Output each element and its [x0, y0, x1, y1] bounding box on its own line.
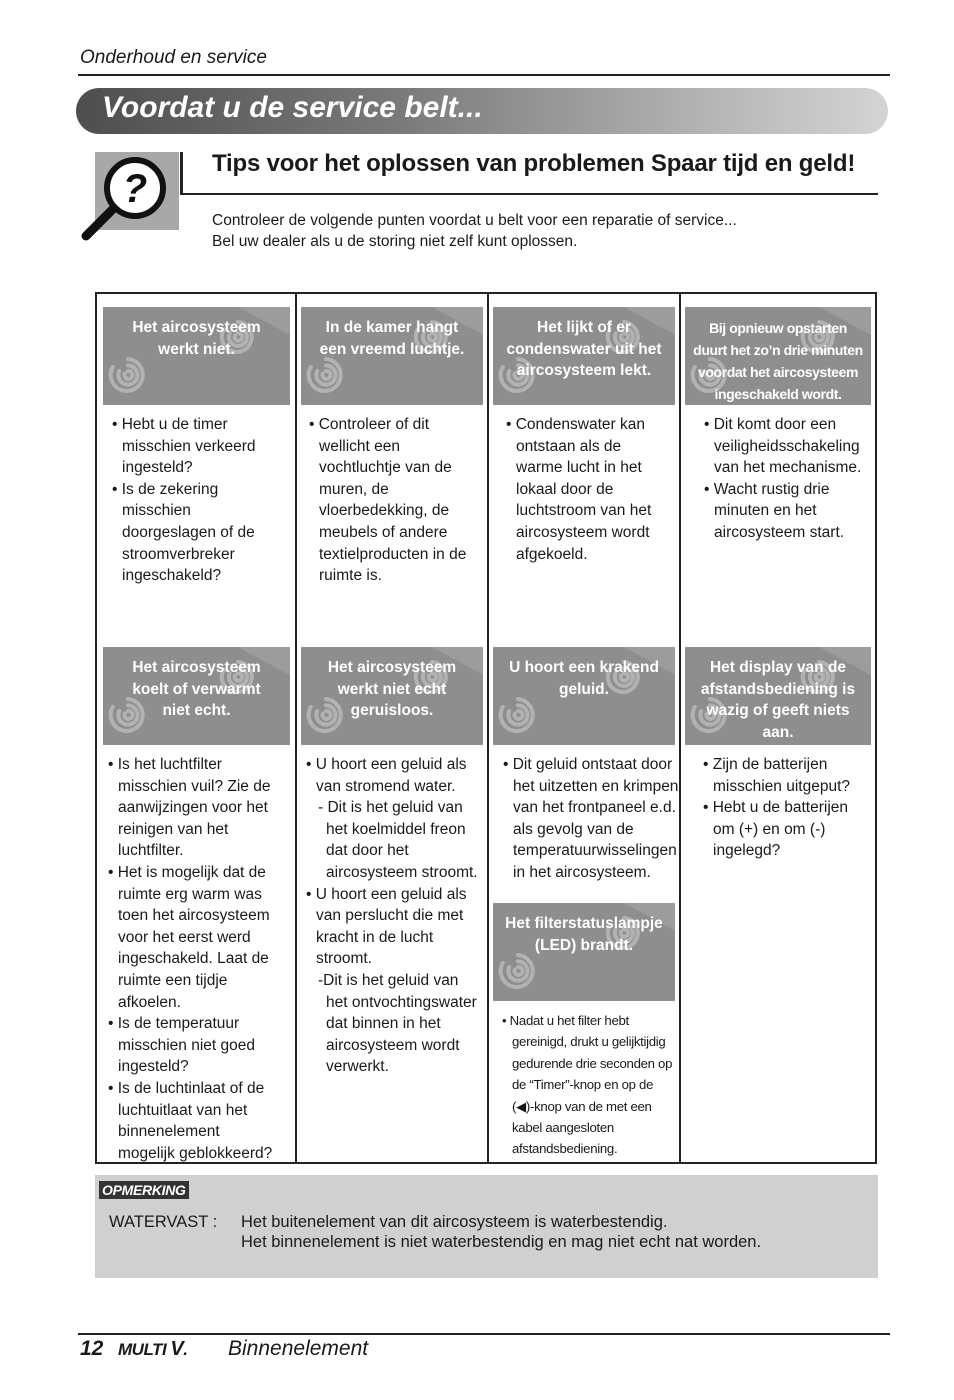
dash-item: [306, 970, 486, 1078]
text-line: luchtstroom van het: [516, 502, 652, 520]
bullet-item: [506, 414, 678, 565]
heading-line: Het aircosysteem: [132, 319, 261, 336]
page-number: 12: [80, 1337, 104, 1360]
text-line: gereinigd, drukt u gelijktijdig: [512, 1034, 666, 1050]
cell-heading-text: [103, 657, 290, 722]
heading-line: condenswater uit het: [506, 340, 662, 358]
text-line: ruimte is.: [319, 567, 382, 585]
text-line: ruimte een tijdje: [118, 971, 228, 989]
note-box: [95, 1175, 878, 1278]
swirl-decoration-icon: [108, 355, 148, 395]
heading-line: aan.: [762, 723, 794, 741]
text-line: mogelijk geblokkeerd?: [118, 1144, 273, 1162]
text-line: ontstaan als de: [516, 437, 622, 455]
text-line: kabel aangesloten: [512, 1120, 614, 1136]
text-line: • Dit geluid ontstaat door: [503, 756, 673, 773]
text-line: ingesteld?: [122, 459, 193, 477]
cell-heading: [301, 307, 483, 405]
bullet-item: [503, 754, 681, 884]
text-line: doorgeslagen of de: [122, 523, 255, 541]
text-line: • U hoort een geluid als: [306, 756, 467, 773]
text-line: binnenelement: [118, 1123, 220, 1141]
text-line: aircosysteem wordt: [326, 1036, 460, 1054]
footer-label: Binnenelement: [228, 1337, 369, 1360]
heading-line: duurt het zo’n drie minuten: [693, 342, 863, 358]
note-line: Het buitenelement van dit aircosysteem is waterbestendig.: [241, 1213, 668, 1231]
text-line: luchtfilter.: [118, 842, 184, 860]
bullet-item: [112, 414, 290, 479]
cell-body: [506, 414, 678, 565]
text-line: dat door het: [326, 842, 409, 860]
bullet-item: [309, 414, 485, 587]
heading-line: wazig of geeft niets: [706, 702, 850, 719]
text-line: veiligheidsschakeling: [714, 437, 860, 455]
text-line: kracht in de lucht: [316, 928, 434, 946]
column-divider: [487, 292, 489, 1164]
heading-line: een vreemd luchtje.: [319, 340, 465, 358]
text-line: ingeschakeld. Laat de: [118, 950, 269, 968]
text-line: het ontvochtingswater: [326, 993, 477, 1011]
bullet-item: [703, 754, 875, 797]
text-line: misschien uitgeput?: [713, 777, 850, 795]
text-line: het uitzetten en krimpen: [513, 777, 679, 795]
text-line: • Wacht rustig drie: [704, 480, 830, 498]
text-line: reinigen van het: [118, 820, 229, 838]
title-banner: [76, 88, 888, 134]
heading-line: In de kamer hangt: [325, 319, 459, 336]
page-title: Voordat u de service belt...: [102, 91, 483, 124]
text-line: • Is het luchtfilter: [108, 756, 222, 773]
multi-v-logo: MULTI V.: [118, 1338, 188, 1360]
text-line: - Dit is het geluid van: [318, 799, 463, 817]
heading-line: Het aircosysteem: [327, 659, 457, 676]
text-line: minuten en het: [714, 502, 817, 520]
cell-body: [703, 754, 875, 862]
bullet-item: [108, 862, 292, 1013]
cell-heading-text: [493, 913, 675, 956]
note-line: Het binnenelement is niet waterbestendig en mag niet echt nat worden.: [241, 1233, 762, 1251]
bullet-item: [502, 1010, 680, 1160]
text-line: • Hebt u de timer: [112, 416, 228, 433]
heading-line: geruisloos.: [350, 702, 434, 719]
bottom-rule: [78, 1333, 890, 1335]
cell-body: [108, 754, 292, 1164]
text-line: de “Timer”-knop en op de: [512, 1077, 654, 1093]
heading-line: Het filterstatuslampje: [505, 915, 663, 932]
cell-heading-text: [493, 317, 675, 382]
bullet-item: [112, 479, 290, 587]
text-line: misschien: [122, 502, 191, 520]
note-key: WATERVAST :: [109, 1213, 218, 1231]
text-line: wellicht een: [319, 437, 400, 455]
cell-heading: [493, 307, 675, 405]
cell-heading-text: [301, 317, 483, 360]
text-line: misschien niet goed: [118, 1036, 255, 1054]
text-line: misschien verkeerd: [122, 437, 256, 455]
text-line: stroomt.: [316, 950, 372, 968]
top-rule: [78, 74, 890, 76]
cell-heading-text: [493, 657, 675, 700]
text-line: het koelmiddel freon: [326, 820, 466, 838]
text-line: aircosysteem wordt: [516, 523, 650, 541]
cell-heading: [493, 903, 675, 1001]
text-line: ingelegd?: [713, 842, 781, 860]
bullet-item: [703, 797, 875, 862]
text-line: textielproducten in de: [319, 545, 467, 563]
heading-line: werkt niet.: [158, 340, 235, 358]
note-tag: OPMERKING: [99, 1181, 189, 1199]
intro-line: Bel uw dealer als u de storing niet zelf kunt oplossen.: [212, 233, 578, 250]
bullet-item: [306, 884, 486, 970]
text-line: • U hoort een geluid als: [306, 885, 467, 903]
heading-line: geluid.: [559, 680, 609, 698]
heading-line: werkt niet echt: [337, 680, 447, 698]
bullet-item: [108, 1078, 292, 1164]
text-line: stroomverbreker: [122, 545, 235, 563]
cell-heading-text: [685, 317, 871, 405]
text-line: afstandsbediening.: [512, 1141, 618, 1157]
subtitle-vertical-rule: [180, 152, 183, 194]
heading-line: afstandsbediening is: [700, 680, 856, 698]
text-line: • Hebt u de batterijen: [703, 799, 849, 817]
text-line: afkoelen.: [118, 993, 181, 1011]
text-line: om (+) en om (-): [713, 820, 826, 838]
heading-line: (LED) brandt.: [534, 936, 634, 954]
text-line: dat binnen in het: [326, 1015, 441, 1033]
text-line: vloerbedekking, de: [319, 502, 450, 520]
text-line: • Condenswater kan: [506, 416, 645, 433]
text-line: -Dit is het geluid van: [318, 971, 459, 989]
cell-body: [309, 414, 485, 587]
text-line: in het aircosysteem.: [513, 863, 651, 881]
text-line: vochtluchtje van de: [319, 459, 452, 477]
bullet-item: [306, 754, 486, 797]
text-line: aircosysteem stroomt.: [326, 863, 478, 881]
text-line: toen het aircosysteem: [118, 907, 270, 925]
cell-body: [112, 414, 290, 587]
intro-line: Controleer de volgende punten voordat u belt voor een reparatie of service...: [212, 212, 737, 229]
dash-item: [306, 797, 486, 883]
heading-line: Het display van de: [709, 659, 847, 676]
heading-line: aircosysteem lekt.: [516, 362, 652, 379]
text-line: misschien vuil? Zie de: [118, 777, 271, 795]
cell-body: [502, 1010, 680, 1160]
text-line: • Is de luchtinlaat of de: [108, 1079, 265, 1097]
heading-line: U hoort een krakend: [509, 659, 659, 676]
text-line: afgekoeld.: [516, 545, 588, 563]
bullet-item: [108, 754, 292, 862]
text-line: temperatuurwisselingen: [513, 842, 677, 860]
heading-line: koelt of verwarmt: [132, 680, 261, 698]
tips-intro: [212, 210, 737, 252]
svg-text:?: ?: [122, 167, 148, 211]
heading-line: Het aircosysteem: [132, 659, 261, 676]
text-line: voor het eerst werd: [118, 928, 251, 946]
heading-line: ingeschakeld wordt.: [714, 386, 842, 402]
text-line: ruimte erg warm was: [118, 885, 262, 903]
heading-line: Het lijkt of er: [537, 319, 631, 336]
text-line: • Nadat u het filter hebt: [502, 1013, 629, 1028]
text-line: muren, de: [319, 480, 389, 498]
swirl-decoration-icon: [498, 695, 538, 735]
bullet-item: [704, 414, 876, 479]
subtitle-rule: [180, 193, 878, 195]
text-line: gedurende drie seconden op: [512, 1055, 673, 1071]
text-line: aircosysteem start.: [714, 523, 845, 541]
text-line: van stromend water.: [316, 777, 456, 795]
section-label: Onderhoud en service: [80, 47, 267, 68]
tips-title: Tips voor het oplossen van problemen Spaar tijd en geld!: [212, 150, 856, 177]
text-line: • Zijn de batterijen: [703, 756, 828, 773]
cell-body: [704, 414, 876, 544]
text-line: van het mechanisme.: [714, 459, 862, 477]
cell-heading: [103, 307, 290, 405]
text-line: lokaal door de: [516, 480, 614, 498]
column-divider: [295, 292, 297, 1164]
text-line: luchtuitlaat van het: [118, 1101, 248, 1119]
cell-heading: [103, 647, 290, 745]
bullet-item: [704, 479, 876, 544]
cell-heading: [685, 647, 871, 745]
text-line: • Dit komt door een: [704, 416, 837, 433]
text-line: van het frontpaneel e.d.: [513, 799, 676, 817]
text-line: • Controleer of dit: [309, 416, 430, 433]
question-magnifier-icon: [78, 150, 184, 242]
swirl-decoration-icon: [498, 951, 538, 991]
swirl-decoration-icon: [306, 355, 346, 395]
cell-heading: [301, 647, 483, 745]
cell-body: [306, 754, 486, 1078]
cell-heading-text: [103, 317, 290, 360]
cell-body: [503, 754, 681, 884]
text-line: • Het is mogelijk dat de: [108, 863, 266, 881]
cell-heading-text: [685, 657, 871, 743]
text-line: • Is de temperatuur: [108, 1015, 240, 1033]
text-line: ingeschakeld?: [122, 567, 222, 585]
text-line: ingesteld?: [118, 1058, 189, 1076]
text-line: meubels of andere: [319, 523, 448, 541]
text-line: als gevolg van de: [513, 820, 634, 838]
text-line: (◀)-knop van de met een: [512, 1098, 652, 1114]
text-line: • Is de zekering: [112, 480, 219, 498]
text-line: warme lucht in het: [516, 459, 642, 477]
cell-heading-text: [301, 657, 483, 722]
heading-line: voordat het aircosysteem: [697, 364, 859, 380]
bullet-item: [108, 1013, 292, 1078]
heading-line: niet echt.: [162, 702, 231, 719]
cell-heading: [493, 647, 675, 745]
text-line: verwerkt.: [326, 1058, 389, 1076]
heading-line: Bij opnieuw opstarten: [709, 320, 847, 336]
text-line: van perslucht die met: [316, 907, 464, 925]
cell-heading: [685, 307, 871, 405]
text-line: aanwijzingen voor het: [118, 799, 268, 817]
